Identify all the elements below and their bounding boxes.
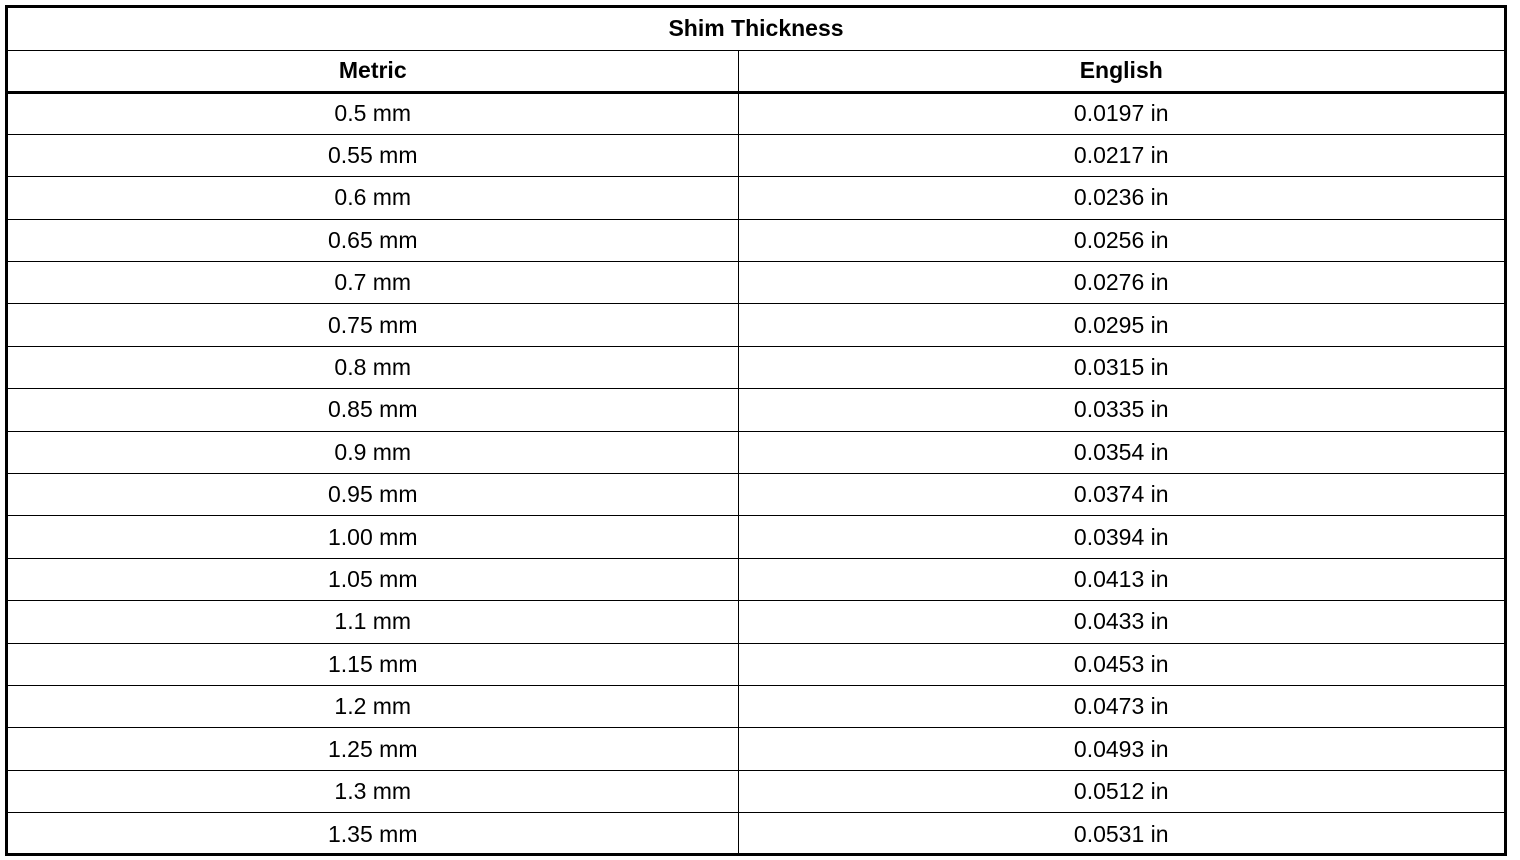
- metric-cell: 1.00 mm: [8, 516, 738, 558]
- metric-column-header: Metric: [8, 50, 738, 92]
- english-cell: 0.0236 in: [738, 177, 1504, 219]
- metric-cell: 1.3 mm: [8, 770, 738, 812]
- metric-cell: 1.25 mm: [8, 728, 738, 770]
- metric-cell: 1.2 mm: [8, 685, 738, 727]
- english-cell: 0.0512 in: [738, 770, 1504, 812]
- english-cell: 0.0276 in: [738, 262, 1504, 304]
- metric-cell: 1.05 mm: [8, 558, 738, 600]
- table-row: [8, 474, 1504, 516]
- table-title: Shim Thickness: [8, 8, 1504, 50]
- table-row: [8, 304, 1504, 346]
- table-row: [8, 177, 1504, 219]
- metric-cell: 0.7 mm: [8, 262, 738, 304]
- table-row: [8, 643, 1504, 685]
- shim-thickness-table: [8, 8, 1504, 855]
- metric-cell: 0.5 mm: [8, 92, 738, 134]
- metric-cell: 0.9 mm: [8, 431, 738, 473]
- english-cell: 0.0453 in: [738, 643, 1504, 685]
- metric-cell: 0.95 mm: [8, 474, 738, 516]
- table-row: [8, 685, 1504, 727]
- english-cell: 0.0315 in: [738, 346, 1504, 388]
- table-row: [8, 601, 1504, 643]
- metric-cell: 0.55 mm: [8, 134, 738, 176]
- english-cell: 0.0256 in: [738, 219, 1504, 261]
- metric-cell: 0.6 mm: [8, 177, 738, 219]
- english-cell: 0.0217 in: [738, 134, 1504, 176]
- table-row: [8, 728, 1504, 770]
- english-cell: 0.0493 in: [738, 728, 1504, 770]
- table-row: [8, 92, 1504, 134]
- english-cell: 0.0413 in: [738, 558, 1504, 600]
- english-cell: 0.0433 in: [738, 601, 1504, 643]
- metric-cell: 0.8 mm: [8, 346, 738, 388]
- metric-cell: 0.85 mm: [8, 389, 738, 431]
- english-cell: 0.0197 in: [738, 92, 1504, 134]
- metric-cell: 1.15 mm: [8, 643, 738, 685]
- english-cell: 0.0473 in: [738, 685, 1504, 727]
- table-header-row: [8, 50, 1504, 92]
- english-column-header: English: [738, 50, 1504, 92]
- metric-cell: 0.65 mm: [8, 219, 738, 261]
- metric-cell: 1.1 mm: [8, 601, 738, 643]
- table-row: [8, 262, 1504, 304]
- table-title-row: [8, 8, 1504, 50]
- english-cell: 0.0295 in: [738, 304, 1504, 346]
- table-row: [8, 516, 1504, 558]
- table-row: [8, 770, 1504, 812]
- table-row: [8, 389, 1504, 431]
- english-cell: 0.0335 in: [738, 389, 1504, 431]
- table-row: [8, 346, 1504, 388]
- table-row: [8, 558, 1504, 600]
- english-cell: 0.0374 in: [738, 474, 1504, 516]
- table-row: [8, 134, 1504, 176]
- metric-cell: 0.75 mm: [8, 304, 738, 346]
- english-cell: 0.0531 in: [738, 813, 1504, 855]
- table-row: [8, 431, 1504, 473]
- table-row: [8, 813, 1504, 855]
- shim-thickness-table-frame: [5, 5, 1507, 856]
- english-cell: 0.0354 in: [738, 431, 1504, 473]
- table-row: [8, 219, 1504, 261]
- metric-cell: 1.35 mm: [8, 813, 738, 855]
- english-cell: 0.0394 in: [738, 516, 1504, 558]
